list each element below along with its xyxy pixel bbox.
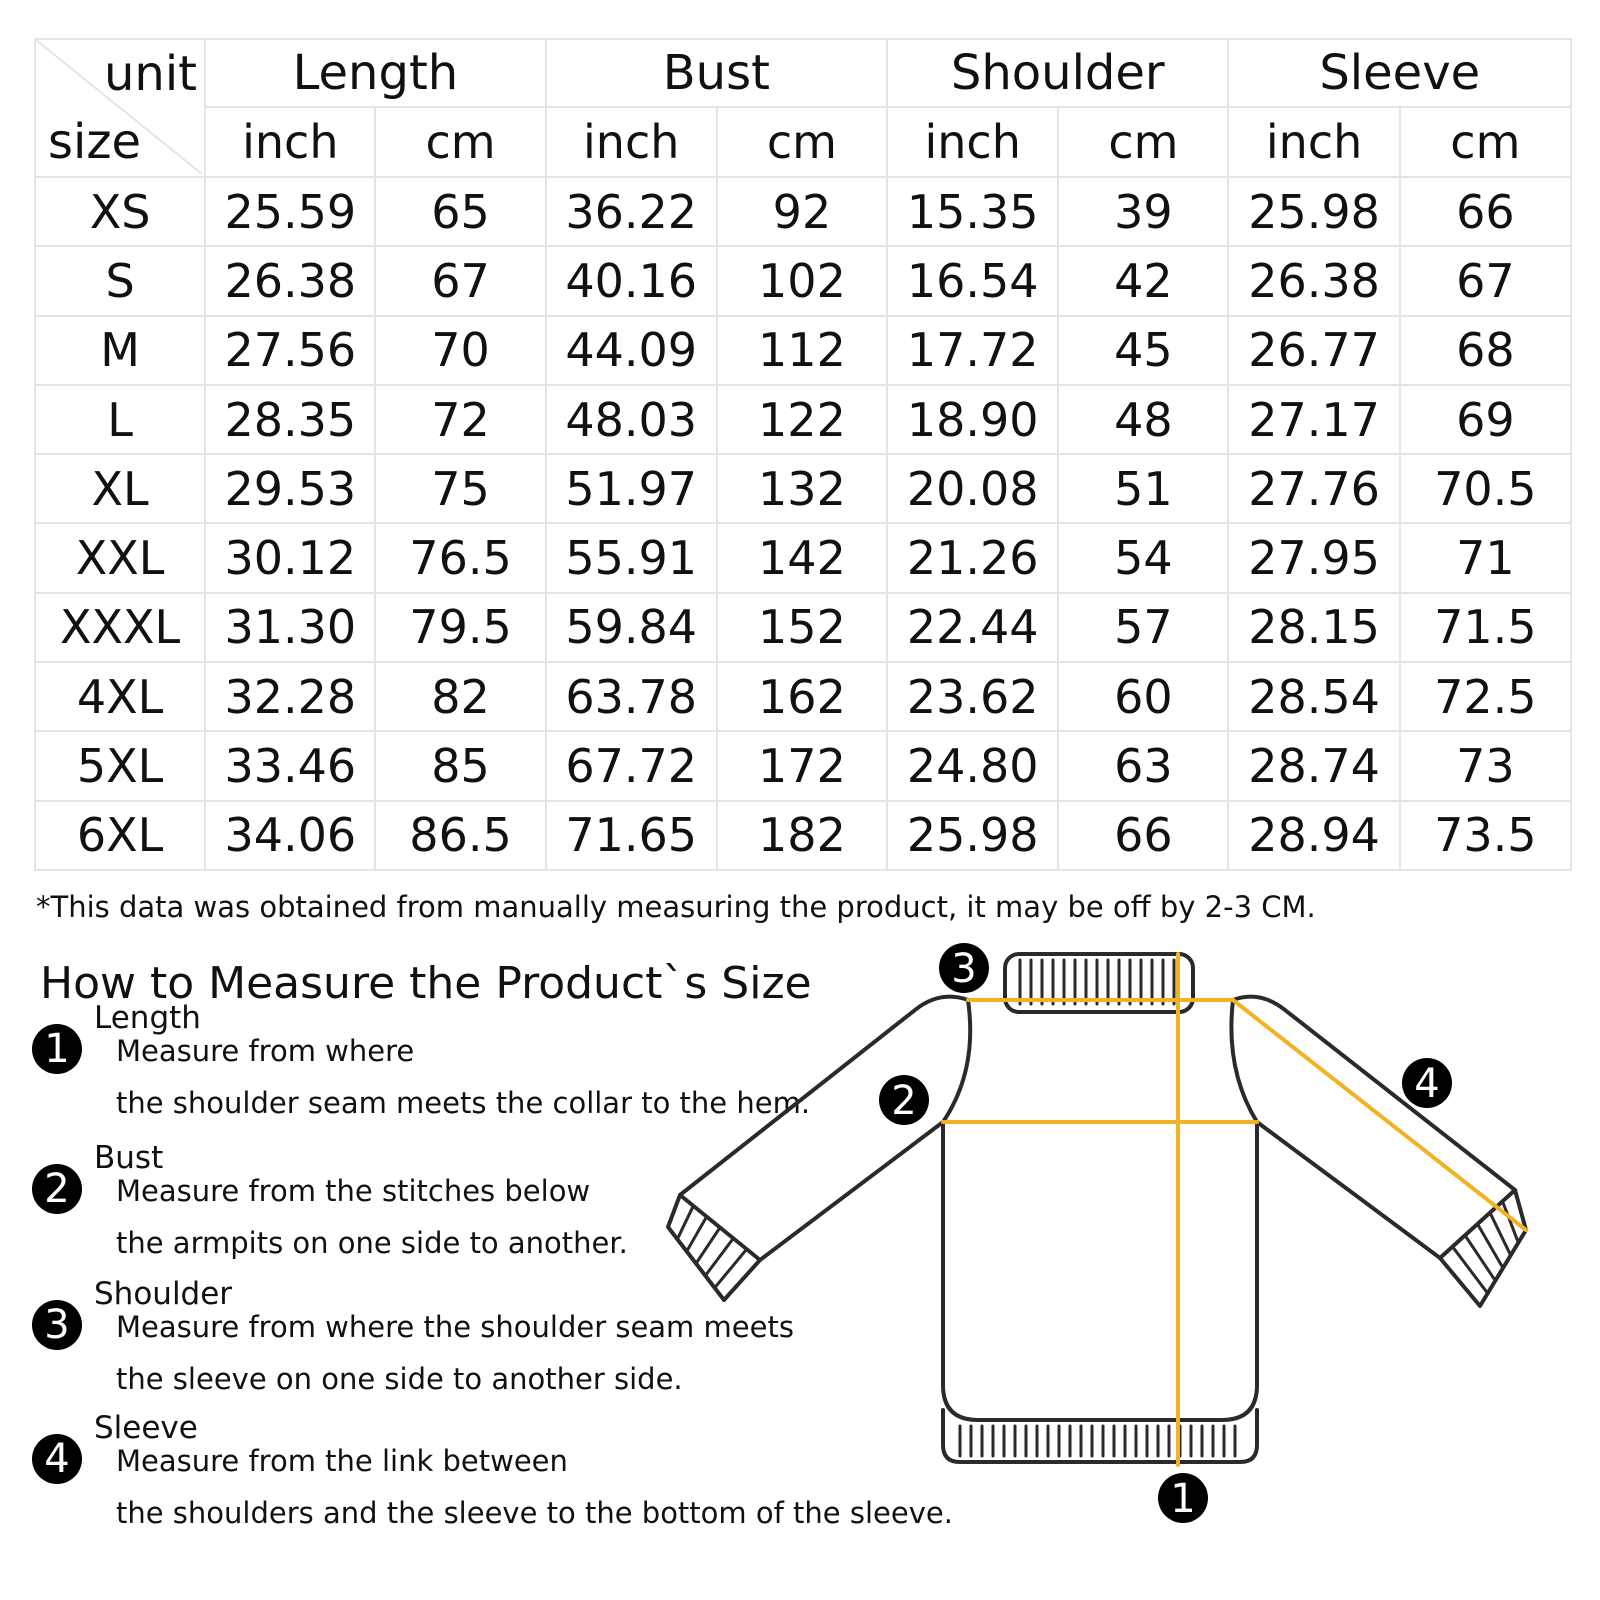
value-cell: 60 bbox=[1058, 662, 1228, 731]
unit-header: cm bbox=[375, 107, 545, 177]
header-sleeve: Sleeve bbox=[1228, 39, 1571, 107]
value-cell: 27.76 bbox=[1228, 454, 1399, 523]
value-cell: 44.09 bbox=[546, 316, 717, 385]
table-row bbox=[35, 731, 1571, 800]
value-cell: 79.5 bbox=[375, 593, 545, 662]
value-cell: 28.35 bbox=[205, 385, 375, 454]
value-cell: 73.5 bbox=[1400, 801, 1571, 870]
size-chart-table bbox=[34, 38, 1572, 871]
value-cell: 162 bbox=[717, 662, 887, 731]
value-cell: 28.94 bbox=[1228, 801, 1399, 870]
step-description: Measure from where the shoulder seam meets bbox=[116, 1310, 794, 1344]
value-cell: 152 bbox=[717, 593, 887, 662]
value-cell: 23.62 bbox=[887, 662, 1058, 731]
value-cell: 142 bbox=[717, 523, 887, 592]
left-cuff bbox=[668, 1195, 760, 1300]
value-cell: 36.22 bbox=[546, 177, 717, 246]
value-cell: 59.84 bbox=[546, 593, 717, 662]
sleeve-measure-line bbox=[1233, 1000, 1526, 1230]
value-cell: 26.38 bbox=[1228, 246, 1399, 315]
step-description: Measure from the link between bbox=[116, 1444, 568, 1478]
diagram-badge-4 bbox=[1402, 1058, 1452, 1108]
value-cell: 70 bbox=[375, 316, 545, 385]
table-row bbox=[35, 246, 1571, 315]
diagram-badge-3 bbox=[939, 943, 989, 993]
table-row bbox=[35, 662, 1571, 731]
value-cell: 27.95 bbox=[1228, 523, 1399, 592]
size-cell: S bbox=[35, 246, 205, 315]
diagram-badge-4-label: 4 bbox=[1414, 1061, 1440, 1107]
value-cell: 27.56 bbox=[205, 316, 375, 385]
value-cell: 71.5 bbox=[1400, 593, 1571, 662]
value-cell: 55.91 bbox=[546, 523, 717, 592]
rib-stripe bbox=[687, 1217, 707, 1252]
value-cell: 68 bbox=[1400, 316, 1571, 385]
header-shoulder: Shoulder bbox=[887, 39, 1228, 107]
sweater-diagram bbox=[660, 940, 1560, 1560]
size-cell: XS bbox=[35, 177, 205, 246]
value-cell: 71.65 bbox=[546, 801, 717, 870]
value-cell: 75 bbox=[375, 454, 545, 523]
number-3-icon: 3 bbox=[32, 1300, 82, 1350]
size-cell: 6XL bbox=[35, 801, 205, 870]
value-cell: 82 bbox=[375, 662, 545, 731]
corner-unit-label: unit bbox=[104, 46, 197, 102]
value-cell: 15.35 bbox=[887, 177, 1058, 246]
table-corner-header bbox=[35, 39, 205, 177]
value-cell: 26.38 bbox=[205, 246, 375, 315]
value-cell: 112 bbox=[717, 316, 887, 385]
value-cell: 16.54 bbox=[887, 246, 1058, 315]
value-cell: 86.5 bbox=[375, 801, 545, 870]
table-row bbox=[35, 523, 1571, 592]
value-cell: 34.06 bbox=[205, 801, 375, 870]
value-cell: 71 bbox=[1400, 523, 1571, 592]
step-description: Measure from where bbox=[116, 1034, 415, 1068]
step-description: the shoulders and the sleeve to the bottom of the sleeve. bbox=[116, 1496, 953, 1530]
size-cell: M bbox=[35, 316, 205, 385]
size-cell: XXL bbox=[35, 523, 205, 592]
left-sleeve-bottom bbox=[760, 1122, 943, 1260]
value-cell: 42 bbox=[1058, 246, 1228, 315]
number-4-icon: 4 bbox=[32, 1434, 82, 1484]
step-description: the sleeve on one side to another side. bbox=[116, 1362, 683, 1396]
unit-header: inch bbox=[887, 107, 1058, 177]
value-cell: 54 bbox=[1058, 523, 1228, 592]
step-description: the shoulder seam meets the collar to the hem. bbox=[116, 1086, 811, 1120]
header-length: Length bbox=[205, 39, 545, 107]
rib-stripe bbox=[1465, 1235, 1495, 1280]
size-cell: L bbox=[35, 385, 205, 454]
value-cell: 66 bbox=[1058, 801, 1228, 870]
value-cell: 65 bbox=[375, 177, 545, 246]
step-description: the armpits on one side to another. bbox=[116, 1226, 628, 1260]
size-cell: XL bbox=[35, 454, 205, 523]
diagram-badge-2-label: 2 bbox=[891, 1078, 917, 1124]
value-cell: 182 bbox=[717, 801, 887, 870]
value-cell: 28.74 bbox=[1228, 731, 1399, 800]
value-cell: 72.5 bbox=[1400, 662, 1571, 731]
value-cell: 122 bbox=[717, 385, 887, 454]
size-cell: XXXL bbox=[35, 593, 205, 662]
table-row bbox=[35, 801, 1571, 870]
step-label: Bust bbox=[94, 1140, 164, 1176]
collar-outline bbox=[1005, 954, 1193, 1012]
unit-header: inch bbox=[205, 107, 375, 177]
diagram-badge-3-label: 3 bbox=[951, 946, 977, 992]
value-cell: 63.78 bbox=[546, 662, 717, 731]
unit-header: cm bbox=[1400, 107, 1571, 177]
value-cell: 22.44 bbox=[887, 593, 1058, 662]
value-cell: 28.54 bbox=[1228, 662, 1399, 731]
table-row bbox=[35, 593, 1571, 662]
size-cell: 5XL bbox=[35, 731, 205, 800]
step-label: Sleeve bbox=[94, 1410, 198, 1446]
value-cell: 27.17 bbox=[1228, 385, 1399, 454]
number-1-icon: 1 bbox=[32, 1024, 82, 1074]
guide-title: How to Measure the Product`s Size bbox=[40, 958, 812, 1009]
value-cell: 70.5 bbox=[1400, 454, 1571, 523]
value-cell: 73 bbox=[1400, 731, 1571, 800]
value-cell: 17.72 bbox=[887, 316, 1058, 385]
value-cell: 132 bbox=[717, 454, 887, 523]
value-cell: 18.90 bbox=[887, 385, 1058, 454]
number-2-icon: 2 bbox=[32, 1164, 82, 1214]
size-cell: 4XL bbox=[35, 662, 205, 731]
table-row bbox=[35, 454, 1571, 523]
value-cell: 28.15 bbox=[1228, 593, 1399, 662]
rib-stripe bbox=[696, 1228, 720, 1264]
step-label: Shoulder bbox=[94, 1276, 233, 1312]
value-cell: 21.26 bbox=[887, 523, 1058, 592]
table-row bbox=[35, 177, 1571, 246]
value-cell: 102 bbox=[717, 246, 887, 315]
value-cell: 92 bbox=[717, 177, 887, 246]
diagram-badge-1 bbox=[1158, 1473, 1208, 1523]
value-cell: 39 bbox=[1058, 177, 1228, 246]
value-cell: 51.97 bbox=[546, 454, 717, 523]
value-cell: 30.12 bbox=[205, 523, 375, 592]
step-label: Length bbox=[94, 1000, 201, 1036]
value-cell: 85 bbox=[375, 731, 545, 800]
value-cell: 40.16 bbox=[546, 246, 717, 315]
rib-stripe bbox=[677, 1206, 693, 1239]
body-outline bbox=[943, 1122, 1257, 1420]
value-cell: 67 bbox=[1400, 246, 1571, 315]
unit-header: inch bbox=[1228, 107, 1399, 177]
value-cell: 172 bbox=[717, 731, 887, 800]
value-cell: 25.98 bbox=[887, 801, 1058, 870]
value-cell: 76.5 bbox=[375, 523, 545, 592]
left-armhole bbox=[943, 1000, 970, 1122]
unit-header: cm bbox=[717, 107, 887, 177]
value-cell: 57 bbox=[1058, 593, 1228, 662]
diagram-badge-1-label: 1 bbox=[1170, 1476, 1196, 1522]
value-cell: 25.98 bbox=[1228, 177, 1399, 246]
value-cell: 45 bbox=[1058, 316, 1228, 385]
value-cell: 66 bbox=[1400, 177, 1571, 246]
value-cell: 51 bbox=[1058, 454, 1228, 523]
value-cell: 20.08 bbox=[887, 454, 1058, 523]
measurement-note: *This data was obtained from manually measuring the product, it may be off by 2-3 CM. bbox=[36, 890, 1316, 924]
value-cell: 32.28 bbox=[205, 662, 375, 731]
value-cell: 26.77 bbox=[1228, 316, 1399, 385]
value-cell: 31.30 bbox=[205, 593, 375, 662]
value-cell: 33.46 bbox=[205, 731, 375, 800]
diagram-badge-2 bbox=[879, 1075, 929, 1125]
value-cell: 72 bbox=[375, 385, 545, 454]
value-cell: 24.80 bbox=[887, 731, 1058, 800]
corner-size-label: size bbox=[48, 114, 142, 170]
value-cell: 69 bbox=[1400, 385, 1571, 454]
value-cell: 48.03 bbox=[546, 385, 717, 454]
value-cell: 25.59 bbox=[205, 177, 375, 246]
value-cell: 29.53 bbox=[205, 454, 375, 523]
value-cell: 63 bbox=[1058, 731, 1228, 800]
unit-header: cm bbox=[1058, 107, 1228, 177]
table-row bbox=[35, 316, 1571, 385]
right-sleeve-top bbox=[1233, 997, 1515, 1190]
value-cell: 48 bbox=[1058, 385, 1228, 454]
rib-stripe bbox=[1453, 1247, 1488, 1294]
hem-outline bbox=[943, 1410, 1257, 1462]
value-cell: 67 bbox=[375, 246, 545, 315]
value-cell: 67.72 bbox=[546, 731, 717, 800]
table-row bbox=[35, 385, 1571, 454]
header-bust: Bust bbox=[546, 39, 887, 107]
step-description: Measure from the stitches below bbox=[116, 1174, 591, 1208]
unit-header: inch bbox=[546, 107, 717, 177]
